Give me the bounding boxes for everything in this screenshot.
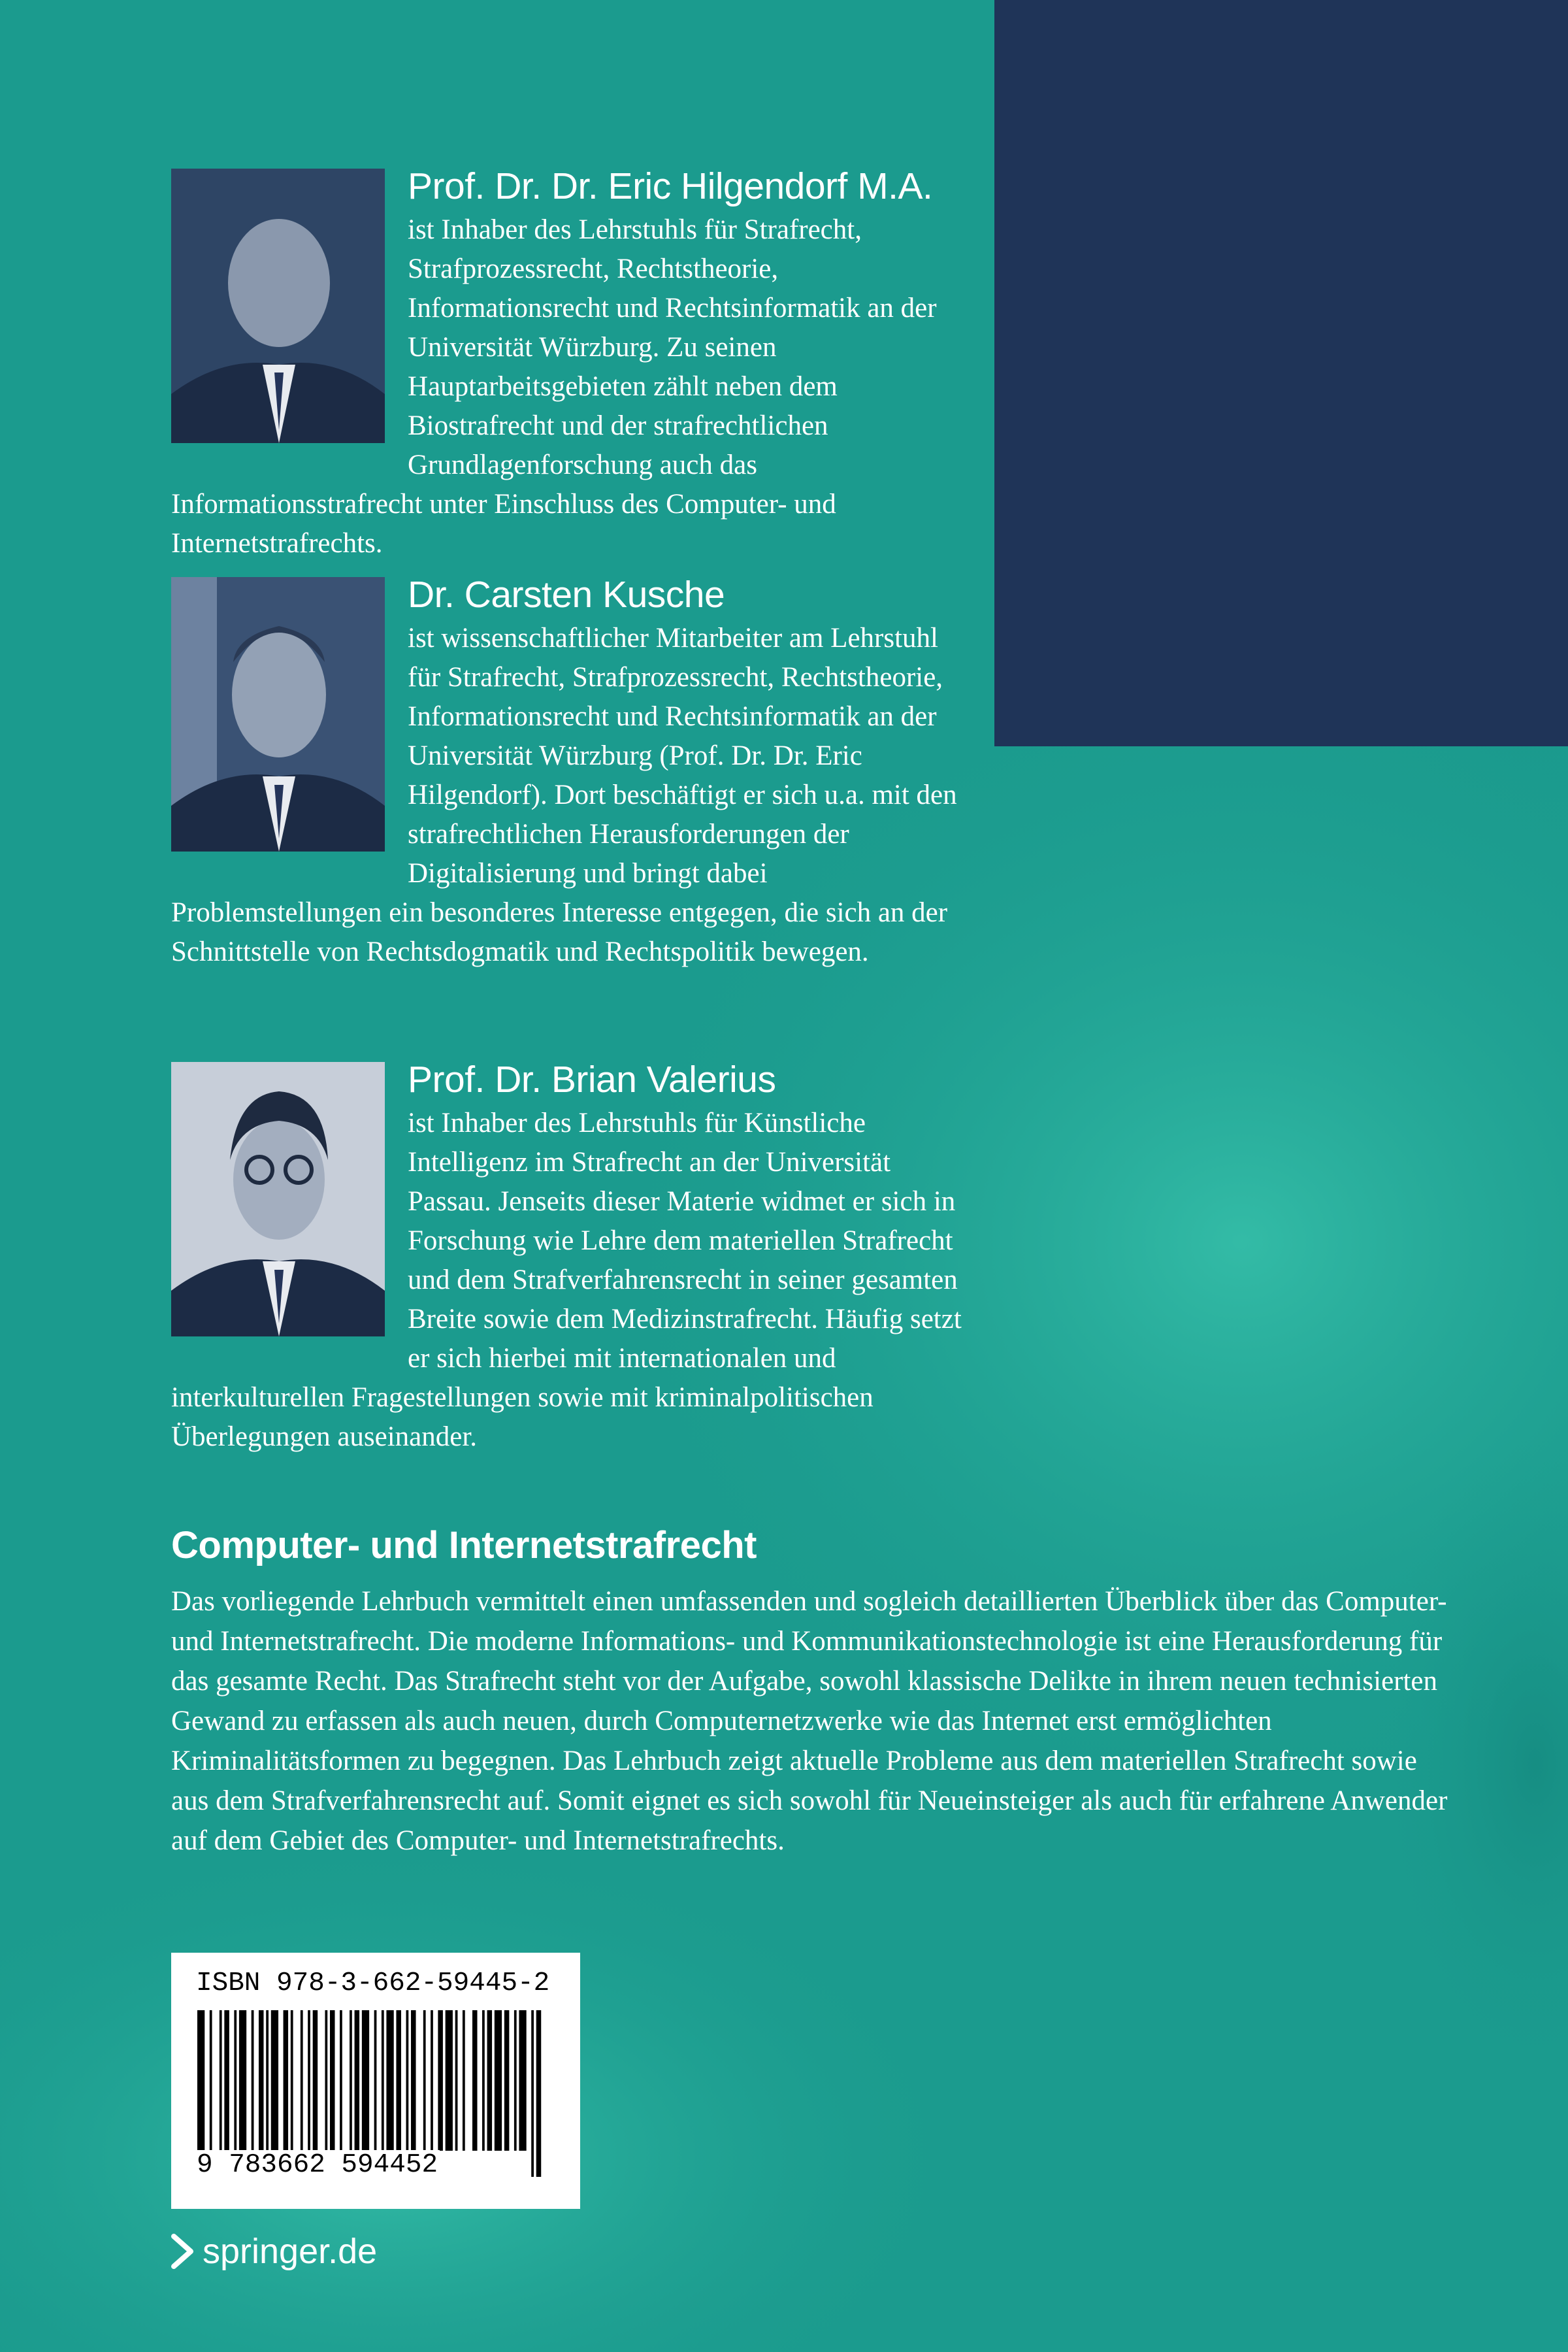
barcode-bar <box>482 2010 485 2151</box>
barcode-bar <box>301 2010 303 2151</box>
publisher-link[interactable] <box>171 2230 377 2273</box>
barcode-box <box>171 1953 580 2209</box>
barcode-bar <box>446 2010 453 2151</box>
barcode-bar <box>487 2010 493 2151</box>
barcode-bar <box>259 2010 264 2151</box>
barcode-bar <box>291 2010 293 2151</box>
barcode-bar <box>266 2010 269 2151</box>
barcode-bar <box>406 2010 409 2151</box>
barcode-bar <box>252 2010 254 2151</box>
barcode-bar <box>386 2010 393 2151</box>
author-name: Prof. Dr. Brian Valerius <box>408 1059 776 1101</box>
barcode-bar <box>330 2010 335 2151</box>
barcode-bar <box>463 2010 465 2151</box>
barcode-bar <box>224 2010 229 2151</box>
barcode-bar <box>325 2010 327 2151</box>
barcode-bar <box>438 2010 443 2151</box>
barcode-bar <box>396 2010 401 2151</box>
barcode-bar <box>423 2010 426 2151</box>
barcode-bar <box>220 2010 222 2151</box>
book-title: Computer- und Internetstrafrecht <box>171 1524 757 1566</box>
author-bio: ist wissenschaftlicher Mitarbeiter am Lehrstuhl für Strafrecht, Strafprozessrecht, Rechtstheorie, Informationsrecht und Rechtsinformatik an der Universität Würzburg (Prof. Dr. Dr. Eric Hilgendorf). Dort beschäftigt er sich u.a. mit den strafrechtlichen Herausforderungen der Digitalisierung und bringt dabei Problemstellungen ein besonderes Interesse entgegen, die sich an der Schnittstelle von Rechtsdogmatik und Rechtspolitik bewegen. <box>171 623 957 967</box>
decorative-panel <box>994 0 1568 746</box>
isbn-label: ISBN 978-3-662-59445-2 <box>196 1968 550 1998</box>
barcode-bar <box>472 2010 478 2151</box>
book-description: Das vorliegende Lehrbuch vermittelt einen umfassenden und sogleich detaillierten Überblick über das Computer- und Internetstrafrecht. Die moderne Informations- und Kommunikationstechnologie ist eine Herausforderung für das gesamte Recht. Das Strafrecht steht vor der Aufgabe, sowohl klassische Delikte in ihrem neuen technisierten Gewand zu erfassen als auch neuen, durch Computernetzwerke wie das Internet erst ermöglichten Kriminalitätsformen zu begegnen. Das Lehrbuch zeigt aktuelle Probleme aus dem materiellen Strafrecht sowie aus dem Strafverfahrensrecht auf. Somit eignet es sich sowohl für Neueinsteiger als auch für erfahrene Anwender auf dem Gebiet des Computer- und Internetstrafrechts. <box>171 1586 1448 1856</box>
barcode-bar <box>350 2010 352 2151</box>
portrait-image <box>171 577 385 852</box>
barcode-bar <box>284 2010 289 2151</box>
barcode-bar <box>495 2010 502 2151</box>
author-photo <box>171 1062 385 1336</box>
author-block-hilgendorf <box>171 165 975 563</box>
portrait-image <box>171 1062 385 1336</box>
barcode-bar <box>308 2010 310 2151</box>
barcode-bar <box>340 2010 342 2151</box>
barcode-bar <box>355 2010 360 2151</box>
author-bio: ist Inhaber des Lehrstuhls für Künstliche Intelligenz im Strafrecht an der Universität Passau. Jenseits dieser Materie widmet er sich in Forschung wie Lehre dem materiellen Strafrecht und dem Strafverfahrensrecht in seiner gesamten Breite sowie dem Medizinstrafrecht. Häufig setzt er sich hierbei mit internationalen und interkulturellen Fragestellungen sowie mit kriminalpolitischen Überlegungen auseinander. <box>171 1108 962 1452</box>
ean-digits: 9 783662 594452 <box>195 2150 440 2180</box>
barcode-bar <box>455 2010 458 2151</box>
ean-digits-row <box>195 2149 561 2181</box>
author-block-valerius <box>171 1059 975 1457</box>
author-name: Prof. Dr. Dr. Eric Hilgendorf M.A. <box>408 165 933 207</box>
barcode-bar <box>239 2010 246 2151</box>
publisher-url: springer.de <box>203 2232 378 2271</box>
barcode-bar <box>504 2010 510 2151</box>
barcode-bar <box>313 2010 318 2151</box>
author-name: Dr. Carsten Kusche <box>408 574 725 616</box>
author-block-kusche <box>171 574 975 972</box>
author-bio: ist Inhaber des Lehrstuhls für Strafrecht, Strafprozessrecht, Rechtstheorie, Informationsrecht und Rechtsinformatik an der Universität Würzburg. Zu seinen Hauptarbeitsgebieten zählt neben dem Biostrafrecht und der strafrechtlichen Grundlagenforschung auch das Informationsstrafrecht unter Einschluss des Computer- und Internetstrafrechts. <box>171 214 937 559</box>
barcode-bar <box>431 2010 433 2151</box>
barcode-bar <box>514 2010 517 2151</box>
portrait-image <box>171 169 385 443</box>
author-photo <box>171 577 385 852</box>
barcode-bar <box>234 2010 237 2151</box>
barcode-bar <box>519 2010 526 2151</box>
barcode-bar <box>411 2010 416 2151</box>
chevron-right-icon <box>171 2234 193 2269</box>
author-photo <box>171 169 385 443</box>
barcode-bar <box>271 2010 278 2151</box>
